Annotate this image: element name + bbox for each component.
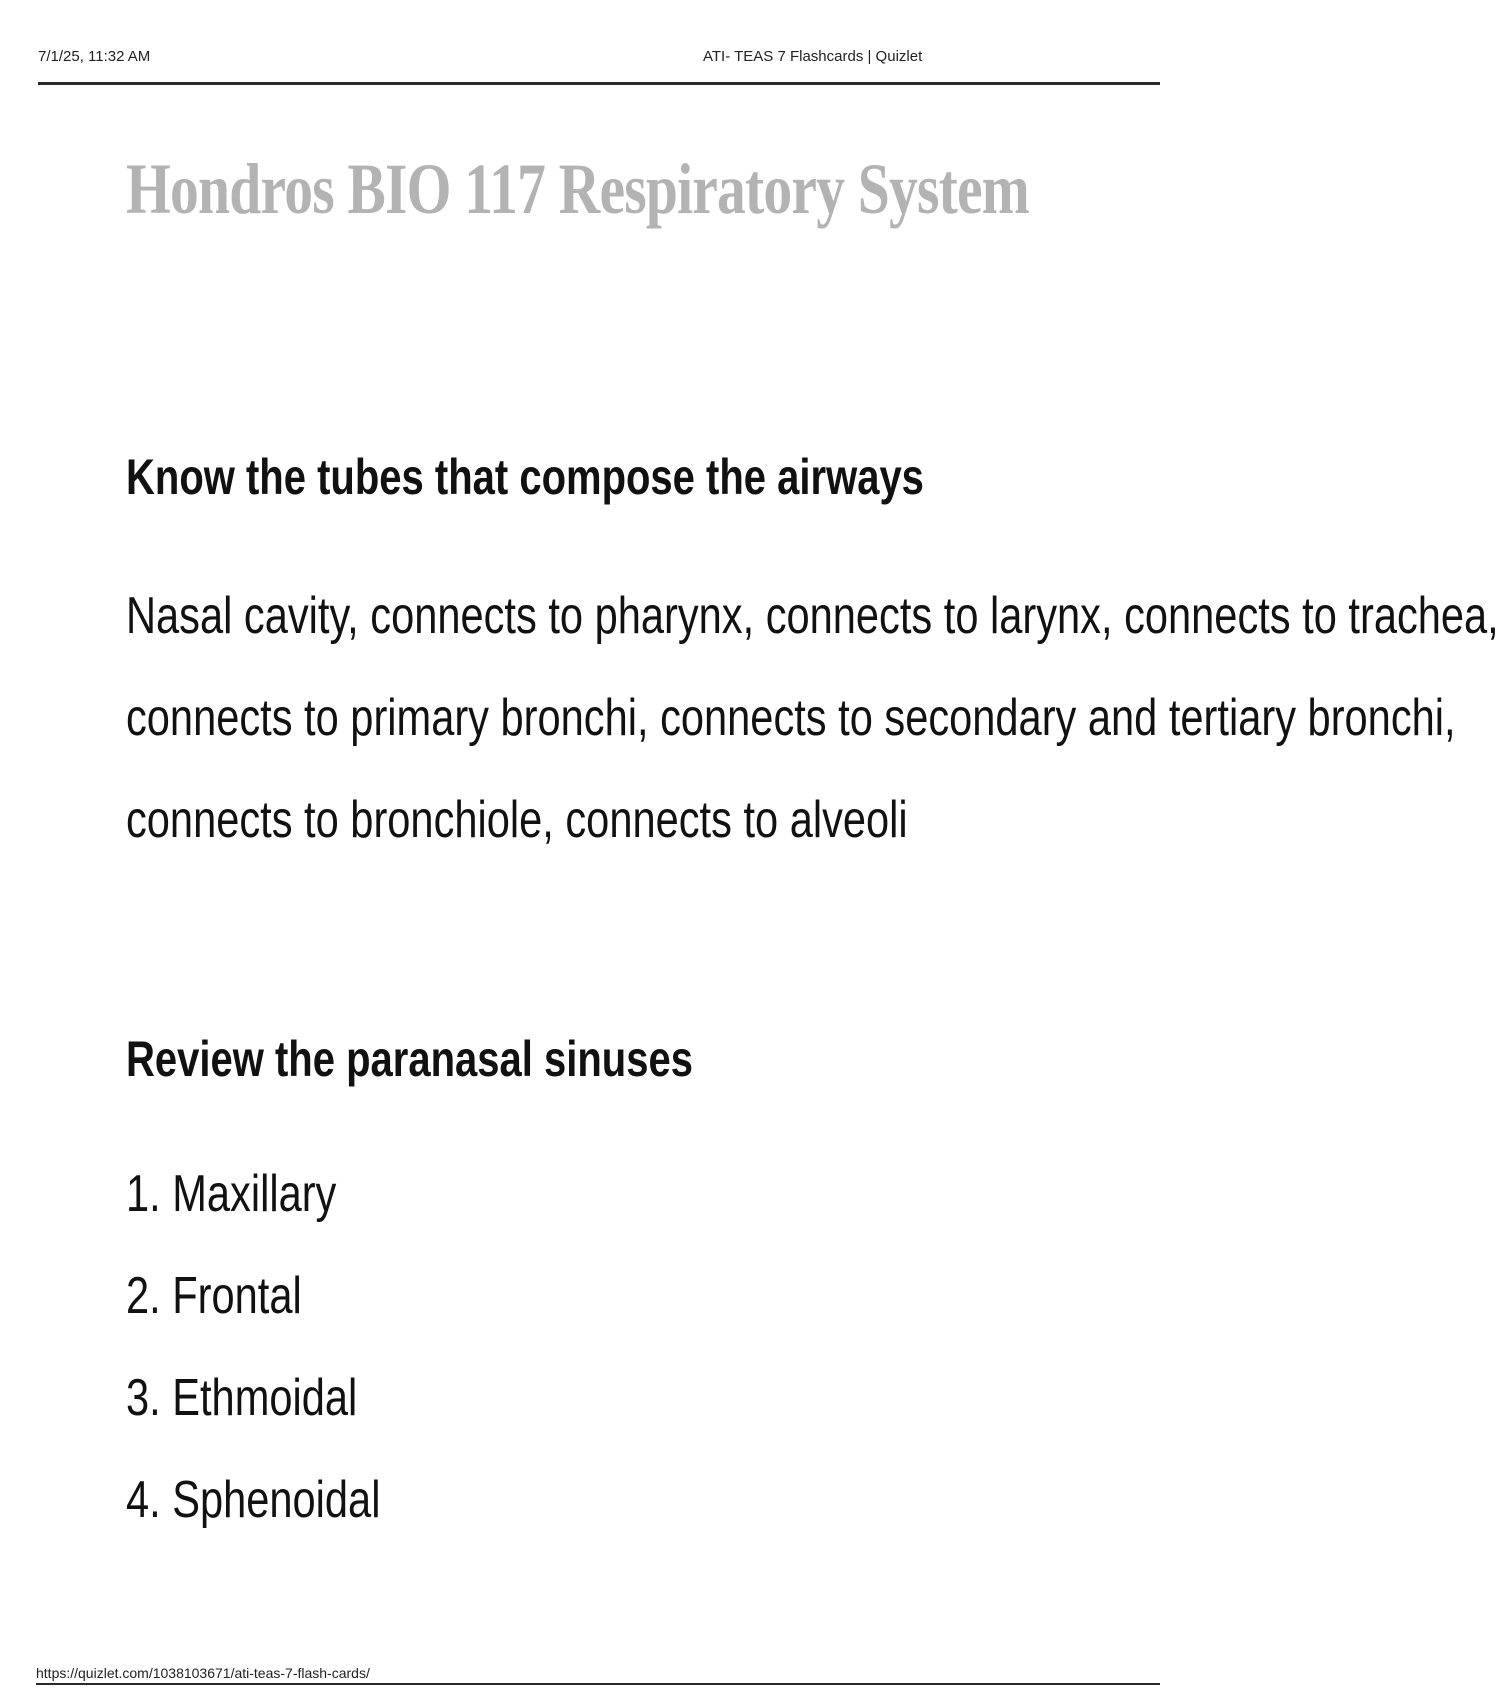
print-footer (36, 1665, 1160, 1685)
sinus-list-item: 2. Frontal (126, 1267, 302, 1325)
sinus-list-item: 3. Ethmoidal (126, 1369, 358, 1427)
print-page-title: ATI- TEAS 7 Flashcards | Quizlet (703, 48, 923, 65)
faded-set-title: Hondros BIO 117 Respiratory System (126, 149, 1029, 229)
card-1-definition (126, 565, 1499, 871)
card-1-definition-line: connects to bronchiole, connects to alveoli (126, 791, 908, 849)
print-header (38, 44, 1160, 85)
print-date: 7/1/25, 11:32 AM (38, 48, 151, 65)
sinus-list-item: 1. Maxillary (126, 1165, 337, 1223)
sinus-list-item: 4. Sphenoidal (126, 1471, 381, 1529)
page-url-link[interactable]: https://quizlet.com/1038103671/ati-teas-7-flash-cards/ (36, 1665, 370, 1681)
card-1-term: Know the tubes that compose the airways (126, 449, 924, 505)
card-1-definition-line: connects to primary bronchi, connects to secondary and tertiary bronchi, (126, 689, 1456, 747)
card-2-definition (126, 1143, 1200, 1551)
card-1-definition-line: Nasal cavity, connects to pharynx, connects to larynx, connects to trachea, (126, 587, 1499, 645)
card-2-term: Review the paranasal sinuses (126, 1031, 693, 1087)
